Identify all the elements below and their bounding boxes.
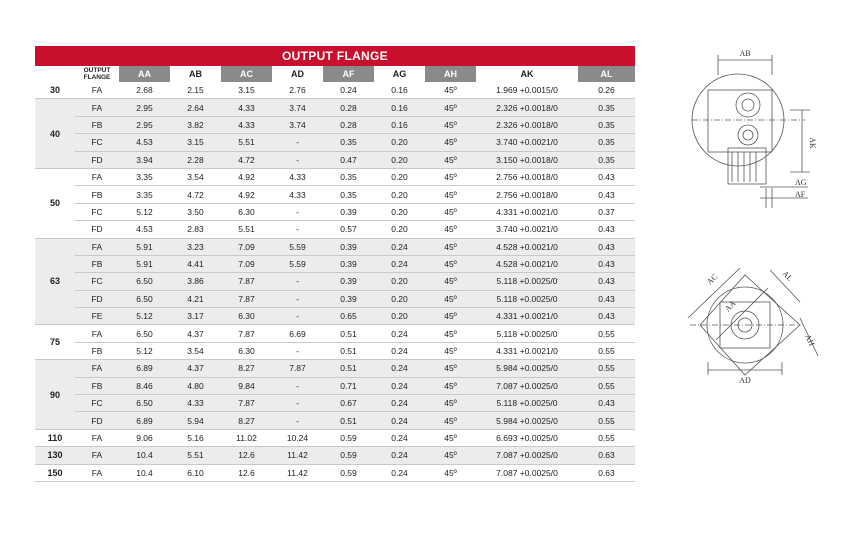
cell-ag: 0.24: [374, 377, 425, 394]
cell-ad: -: [272, 273, 323, 290]
header-ak: AK: [476, 66, 578, 82]
cell-aa: 2.95: [119, 99, 170, 116]
cell-af: 0.65: [323, 308, 374, 325]
cell-ab: 5.94: [170, 412, 221, 429]
cell-flange: FA: [75, 464, 119, 481]
header-ag: AG: [374, 66, 425, 82]
header-ad: AD: [272, 66, 323, 82]
cell-flange: FB: [75, 342, 119, 359]
size-group: [35, 360, 635, 430]
size-cell: 63: [35, 238, 75, 325]
ad-label: AD: [739, 376, 751, 385]
table-row: [35, 255, 635, 272]
size-cell: 90: [35, 360, 75, 430]
cell-ad: 11.42: [272, 464, 323, 481]
cell-ac: 7.09: [221, 238, 272, 255]
cell-ah: 45º: [425, 464, 476, 481]
cell-ah: 45º: [425, 221, 476, 238]
table-row: [35, 238, 635, 255]
table-row: [35, 290, 635, 307]
cell-ak: 4.331 +0.0021/0: [476, 203, 578, 220]
cell-af: 0.35: [323, 186, 374, 203]
cell-ag: 0.24: [374, 238, 425, 255]
cell-ak: 4.331 +0.0021/0: [476, 342, 578, 359]
size-group: [35, 168, 635, 238]
cell-al: 0.55: [578, 429, 635, 446]
cell-ab: 3.17: [170, 308, 221, 325]
cell-ah: 45º: [425, 116, 476, 133]
cell-ag: 0.16: [374, 99, 425, 116]
cell-ah: 45º: [425, 395, 476, 412]
cell-ac: 5.51: [221, 134, 272, 151]
cell-ac: 4.33: [221, 99, 272, 116]
cell-ad: 2.76: [272, 82, 323, 99]
cell-af: 0.28: [323, 116, 374, 133]
header-ac: AC: [221, 66, 272, 82]
cell-ag: 0.20: [374, 308, 425, 325]
cell-ah: 45º: [425, 429, 476, 446]
cell-ac: 5.51: [221, 221, 272, 238]
aa-label: AA: [723, 298, 738, 314]
cell-af: 0.39: [323, 203, 374, 220]
cell-af: 0.47: [323, 151, 374, 168]
cell-ac: 8.27: [221, 412, 272, 429]
cell-ac: 6.30: [221, 203, 272, 220]
header-row: [35, 66, 635, 82]
cell-ak: 4.528 +0.0021/0: [476, 238, 578, 255]
cell-ag: 0.24: [374, 412, 425, 429]
cell-ah: 45º: [425, 238, 476, 255]
header-output-flange: OUTPUT FLANGE: [75, 66, 119, 82]
cell-flange: FC: [75, 273, 119, 290]
table-row: [35, 447, 635, 464]
top-view-drawing: [692, 55, 810, 208]
cell-ad: 4.33: [272, 186, 323, 203]
cell-al: 0.55: [578, 412, 635, 429]
cell-ak: 7.087 +0.0025/0: [476, 447, 578, 464]
cell-af: 0.39: [323, 238, 374, 255]
header-ah: AH: [425, 66, 476, 82]
cell-al: 0.63: [578, 447, 635, 464]
cell-aa: 4.53: [119, 221, 170, 238]
table-row: [35, 168, 635, 185]
cell-al: 0.55: [578, 377, 635, 394]
cell-ab: 3.54: [170, 342, 221, 359]
table-row: [35, 342, 635, 359]
table-row: [35, 99, 635, 116]
header-ab: AB: [170, 66, 221, 82]
cell-flange: FC: [75, 134, 119, 151]
cell-ah: 45º: [425, 82, 476, 99]
cell-ak: 4.528 +0.0021/0: [476, 255, 578, 272]
cell-ab: 4.41: [170, 255, 221, 272]
cell-ac: 11.02: [221, 429, 272, 446]
cell-ak: 4.331 +0.0021/0: [476, 308, 578, 325]
cell-ab: 2.83: [170, 221, 221, 238]
cell-al: 0.43: [578, 395, 635, 412]
cell-ab: 3.15: [170, 134, 221, 151]
size-cell: 150: [35, 464, 75, 481]
cell-ak: 5.984 +0.0025/0: [476, 412, 578, 429]
cell-af: 0.59: [323, 464, 374, 481]
size-cell: 130: [35, 447, 75, 464]
cell-ah: 45º: [425, 412, 476, 429]
cell-ak: 5.118 +0.0025/0: [476, 290, 578, 307]
header-size: [35, 66, 75, 82]
cell-flange: FD: [75, 151, 119, 168]
flange-drawings: [660, 40, 860, 400]
cell-ad: -: [272, 308, 323, 325]
cell-ab: 3.54: [170, 168, 221, 185]
cell-ad: 4.33: [272, 168, 323, 185]
cell-ac: 7.09: [221, 255, 272, 272]
cell-aa: 6.89: [119, 412, 170, 429]
cell-ag: 0.20: [374, 273, 425, 290]
cell-ah: 45º: [425, 134, 476, 151]
cell-ak: 1.969 +0.0015/0: [476, 82, 578, 99]
cell-flange: FD: [75, 221, 119, 238]
table-row: [35, 221, 635, 238]
cell-ab: 4.37: [170, 325, 221, 342]
size-cell: 40: [35, 99, 75, 169]
cell-ak: 2.326 +0.0018/0: [476, 116, 578, 133]
cell-flange: FA: [75, 238, 119, 255]
size-cell: 30: [35, 82, 75, 99]
cell-al: 0.43: [578, 308, 635, 325]
ac-label: AC: [705, 272, 720, 287]
cell-ad: 5.59: [272, 255, 323, 272]
cell-ag: 0.16: [374, 82, 425, 99]
cell-ah: 45º: [425, 255, 476, 272]
cell-ah: 45º: [425, 273, 476, 290]
cell-al: 0.37: [578, 203, 635, 220]
size-group: [35, 82, 635, 99]
cell-ag: 0.24: [374, 447, 425, 464]
cell-al: 0.55: [578, 325, 635, 342]
cell-ab: 5.51: [170, 447, 221, 464]
cell-ag: 0.24: [374, 464, 425, 481]
cell-ak: 2.756 +0.0018/0: [476, 168, 578, 185]
cell-ag: 0.20: [374, 168, 425, 185]
cell-aa: 2.95: [119, 116, 170, 133]
cell-flange: FA: [75, 325, 119, 342]
cell-aa: 6.50: [119, 325, 170, 342]
cell-af: 0.71: [323, 377, 374, 394]
cell-al: 0.43: [578, 168, 635, 185]
cell-ac: 7.87: [221, 273, 272, 290]
cell-ab: 4.80: [170, 377, 221, 394]
cell-ag: 0.20: [374, 221, 425, 238]
cell-ak: 5.984 +0.0025/0: [476, 360, 578, 377]
cell-aa: 4.53: [119, 134, 170, 151]
table-row: [35, 360, 635, 377]
cell-ad: 3.74: [272, 99, 323, 116]
table-row: [35, 412, 635, 429]
cell-aa: 10.4: [119, 464, 170, 481]
cell-ad: 7.87: [272, 360, 323, 377]
table-row: [35, 82, 635, 99]
header-al: AL: [578, 66, 635, 82]
cell-aa: 5.12: [119, 342, 170, 359]
cell-af: 0.35: [323, 134, 374, 151]
cell-aa: 5.12: [119, 308, 170, 325]
cell-al: 0.43: [578, 290, 635, 307]
cell-ak: 5.118 +0.0025/0: [476, 395, 578, 412]
cell-flange: FA: [75, 82, 119, 99]
cell-ab: 4.33: [170, 395, 221, 412]
cell-flange: FB: [75, 377, 119, 394]
cell-ah: 45º: [425, 360, 476, 377]
cell-af: 0.28: [323, 99, 374, 116]
cell-aa: 5.12: [119, 203, 170, 220]
cell-ad: -: [272, 151, 323, 168]
cell-ah: 45º: [425, 308, 476, 325]
cell-ad: -: [272, 342, 323, 359]
cell-al: 0.43: [578, 255, 635, 272]
cell-ag: 0.20: [374, 186, 425, 203]
cell-ak: 3.150 +0.0018/0: [476, 151, 578, 168]
cell-al: 0.35: [578, 116, 635, 133]
cell-ac: 7.87: [221, 290, 272, 307]
size-group: [35, 464, 635, 481]
table-row: [35, 151, 635, 168]
cell-ac: 4.33: [221, 116, 272, 133]
cell-ab: 6.10: [170, 464, 221, 481]
cell-ac: 8.27: [221, 360, 272, 377]
table-row: [35, 186, 635, 203]
cell-ah: 45º: [425, 168, 476, 185]
table-row: [35, 134, 635, 151]
cell-ak: 7.087 +0.0025/0: [476, 377, 578, 394]
cell-ad: 10.24: [272, 429, 323, 446]
cell-aa: 3.94: [119, 151, 170, 168]
cell-aa: 3.35: [119, 168, 170, 185]
table-row: [35, 325, 635, 342]
cell-ac: 4.92: [221, 186, 272, 203]
cell-af: 0.57: [323, 221, 374, 238]
table-row: [35, 395, 635, 412]
cell-ab: 5.16: [170, 429, 221, 446]
cell-ab: 2.64: [170, 99, 221, 116]
cell-ad: -: [272, 412, 323, 429]
cell-aa: 2.68: [119, 82, 170, 99]
cell-ah: 45º: [425, 99, 476, 116]
cell-ag: 0.20: [374, 151, 425, 168]
cell-af: 0.39: [323, 255, 374, 272]
cell-ah: 45º: [425, 186, 476, 203]
cell-ah: 45º: [425, 203, 476, 220]
cell-ac: 4.72: [221, 151, 272, 168]
cell-ad: -: [272, 203, 323, 220]
cell-ah: 45º: [425, 377, 476, 394]
cell-ad: 6.69: [272, 325, 323, 342]
cell-ag: 0.24: [374, 255, 425, 272]
cell-ag: 0.20: [374, 290, 425, 307]
cell-flange: FA: [75, 99, 119, 116]
cell-ab: 2.15: [170, 82, 221, 99]
cell-al: 0.55: [578, 360, 635, 377]
cell-ak: 5.118 +0.0025/0: [476, 273, 578, 290]
table-row: [35, 116, 635, 133]
cell-af: 0.59: [323, 429, 374, 446]
cell-ab: 4.37: [170, 360, 221, 377]
cell-ak: 6.693 +0.0025/0: [476, 429, 578, 446]
cell-flange: FB: [75, 116, 119, 133]
cell-ab: 3.86: [170, 273, 221, 290]
cell-aa: 10.4: [119, 447, 170, 464]
output-flange-table-panel: [35, 46, 635, 482]
cell-ad: 11.42: [272, 447, 323, 464]
cell-al: 0.55: [578, 342, 635, 359]
table-row: [35, 429, 635, 446]
cell-ad: 5.59: [272, 238, 323, 255]
cell-al: 0.35: [578, 134, 635, 151]
cell-ad: -: [272, 377, 323, 394]
cell-ad: -: [272, 134, 323, 151]
cell-al: 0.43: [578, 238, 635, 255]
cell-al: 0.43: [578, 221, 635, 238]
size-cell: 75: [35, 325, 75, 360]
cell-aa: 3.35: [119, 186, 170, 203]
cell-flange: FA: [75, 447, 119, 464]
ak-label: AK: [808, 137, 817, 149]
cell-ab: 3.23: [170, 238, 221, 255]
header-aa: AA: [119, 66, 170, 82]
table-row: [35, 203, 635, 220]
size-group: [35, 238, 635, 325]
size-group: [35, 447, 635, 464]
cell-ah: 45º: [425, 325, 476, 342]
cell-ac: 12.6: [221, 447, 272, 464]
size-cell: 50: [35, 168, 75, 238]
cell-al: 0.43: [578, 273, 635, 290]
cell-ab: 4.21: [170, 290, 221, 307]
flange-dimension-drawing: [660, 40, 860, 400]
dimensions-table: [35, 66, 635, 482]
cell-af: 0.67: [323, 395, 374, 412]
size-group: [35, 429, 635, 446]
cell-ag: 0.24: [374, 342, 425, 359]
cell-al: 0.63: [578, 464, 635, 481]
cell-flange: FD: [75, 412, 119, 429]
cell-ak: 5.118 +0.0025/0: [476, 325, 578, 342]
ag-label: AG: [795, 178, 807, 187]
cell-ak: 7.087 +0.0025/0: [476, 464, 578, 481]
cell-af: 0.51: [323, 325, 374, 342]
cell-ak: 2.756 +0.0018/0: [476, 186, 578, 203]
cell-ah: 45º: [425, 447, 476, 464]
cell-aa: 6.50: [119, 290, 170, 307]
cell-ac: 7.87: [221, 395, 272, 412]
cell-ag: 0.24: [374, 429, 425, 446]
table-row: [35, 308, 635, 325]
cell-flange: FA: [75, 360, 119, 377]
cell-af: 0.39: [323, 273, 374, 290]
cell-aa: 8.46: [119, 377, 170, 394]
cell-ag: 0.24: [374, 395, 425, 412]
cell-ad: -: [272, 290, 323, 307]
cell-ak: 2.326 +0.0018/0: [476, 99, 578, 116]
cell-ab: 3.82: [170, 116, 221, 133]
cell-af: 0.35: [323, 168, 374, 185]
cell-aa: 6.89: [119, 360, 170, 377]
cell-ab: 4.72: [170, 186, 221, 203]
table-row: [35, 464, 635, 481]
cell-ag: 0.20: [374, 134, 425, 151]
cell-aa: 9.06: [119, 429, 170, 446]
cell-ac: 4.92: [221, 168, 272, 185]
ab-label: AB: [739, 49, 751, 58]
cell-af: 0.39: [323, 290, 374, 307]
cell-ag: 0.24: [374, 360, 425, 377]
al-label: AL: [780, 269, 795, 283]
cell-ak: 3.740 +0.0021/0: [476, 134, 578, 151]
cell-ah: 45º: [425, 290, 476, 307]
cell-ag: 0.20: [374, 203, 425, 220]
cell-al: 0.35: [578, 99, 635, 116]
cell-flange: FC: [75, 395, 119, 412]
cell-flange: FC: [75, 203, 119, 220]
cell-af: 0.51: [323, 412, 374, 429]
cell-flange: FA: [75, 429, 119, 446]
table-row: [35, 273, 635, 290]
cell-ac: 12.6: [221, 464, 272, 481]
cell-ab: 2.28: [170, 151, 221, 168]
cell-flange: FD: [75, 290, 119, 307]
cell-flange: FB: [75, 255, 119, 272]
cell-aa: 6.50: [119, 395, 170, 412]
cell-aa: 5.91: [119, 255, 170, 272]
cell-af: 0.59: [323, 447, 374, 464]
cell-ad: -: [272, 221, 323, 238]
cell-af: 0.51: [323, 342, 374, 359]
cell-af: 0.51: [323, 360, 374, 377]
table-row: [35, 377, 635, 394]
cell-ad: 3.74: [272, 116, 323, 133]
cell-ah: 45º: [425, 342, 476, 359]
size-group: [35, 99, 635, 169]
cell-ac: 6.30: [221, 342, 272, 359]
cell-flange: FE: [75, 308, 119, 325]
size-group: [35, 325, 635, 360]
table-title: OUTPUT FLANGE: [35, 46, 635, 66]
cell-ah: 45º: [425, 151, 476, 168]
cell-al: 0.35: [578, 151, 635, 168]
cell-flange: FA: [75, 168, 119, 185]
cell-aa: 6.50: [119, 273, 170, 290]
cell-af: 0.24: [323, 82, 374, 99]
cell-ac: 3.15: [221, 82, 272, 99]
cell-al: 0.43: [578, 186, 635, 203]
cell-ag: 0.16: [374, 116, 425, 133]
cell-aa: 5.91: [119, 238, 170, 255]
cell-ac: 6.30: [221, 308, 272, 325]
cell-al: 0.26: [578, 82, 635, 99]
bottom-view-drawing: [688, 268, 818, 375]
cell-ac: 7.87: [221, 325, 272, 342]
header-af: AF: [323, 66, 374, 82]
cell-flange: FB: [75, 186, 119, 203]
ah-label: AH: [803, 333, 817, 348]
cell-ak: 3.740 +0.0021/0: [476, 221, 578, 238]
af-label: AF: [795, 190, 806, 199]
size-cell: 110: [35, 429, 75, 446]
cell-ad: -: [272, 395, 323, 412]
cell-ab: 3.50: [170, 203, 221, 220]
cell-ac: 9.84: [221, 377, 272, 394]
cell-ag: 0.24: [374, 325, 425, 342]
